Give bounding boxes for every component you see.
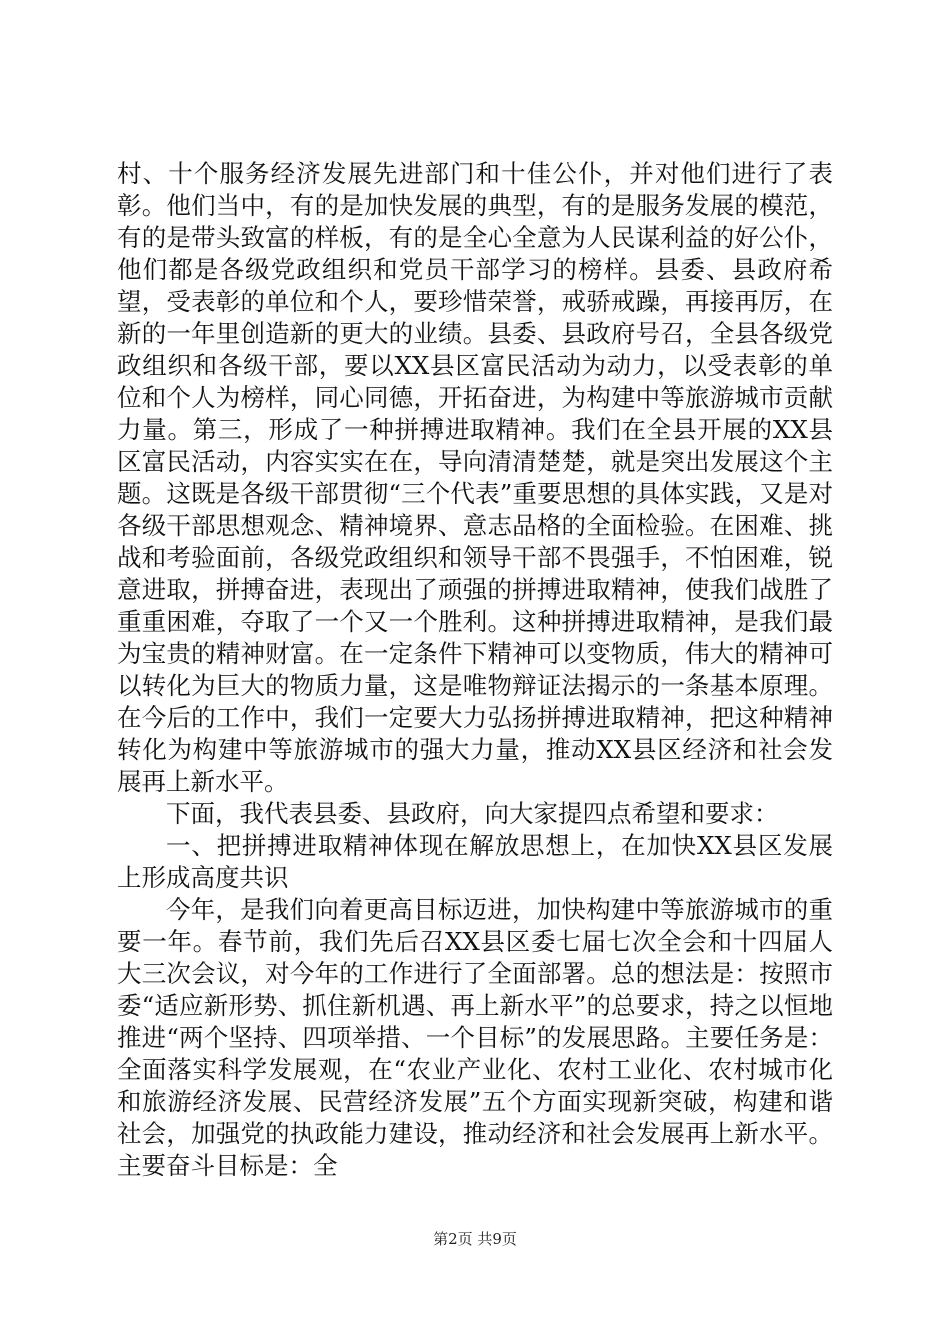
section-heading-one: 一、把拼搏进取精神体现在解放思想上，在加快XX县区发展上形成高度共识: [117, 831, 833, 892]
paragraph-this-year: 今年，是我们向着更高目标迈进，加快构建中等旅游城市的重要一年。春节前，我们先后召XX县区委七届七次全会和十四届人大三次会议，对今年的工作进行了全面部署。总的想法是：按照市委“适应新形势、抓住新机遇、再上新水平”的总要求，持之以恒地推进“两个坚持、四项举措、一个目标”的发展思路。主要任务是：全面落实科学发展观，在“农业产业化、农村工业化、农村城市化和旅游经济发展、民营经济发展”五个方面实现新突破，构建和谐社会，加强党的执政能力建设，推动经济和社会发展再上新水平。主要奋斗目标是：全: [117, 895, 833, 1180]
document-body: [117, 158, 833, 1182]
page-number-footer: 第2页 共9页: [433, 1230, 517, 1248]
paragraph-intro-requirements: 下面，我代表县委、县政府，向大家提四点希望和要求：: [166, 799, 779, 828]
paragraph-continuation: 村、十个服务经济发展先进部门和十佳公仆，并对他们进行了表彰。他们当中，有的是加快发展的典型，有的是服务发展的模范，有的是带头致富的样板，有的是全心全意为人民谋利益的好公仆，他们都是各级党政组织和党员干部学习的榜样。县委、县政府希望，受表彰的单位和个人，要珍惜荣誉，戒骄戒躁，再接再厉，在新的一年里创造新的更大的业绩。县委、县政府号召，全县各级党政组织和各级干部，要以XX县区富民活动为动力，以受表彰的单位和个人为榜样，同心同德，开拓奋进，为构建中等旅游城市贡献力量。第三，形成了一种拼搏进取精神。我们在全县开展的XX县区富民活动，内容实实在在，导向清清楚楚，就是突出发展这个主题。这既是各级干部贯彻“三个代表”重要思想的具体实践，又是对各级干部思想观念、精神境界、意志品格的全面检验。在困难、挑战和考验面前，各级党政组织和领导干部不畏强手，不怕困难，锐意进取，拼搏奋进，表现出了顽强的拼搏进取精神，使我们战胜了重重困难，夺取了一个又一个胜利。这种拼搏进取精神，是我们最为宝贵的精神财富。在一定条件下精神可以变物质，伟大的精神可以转化为巨大的物质力量，这是唯物辩证法揭示的一条基本原理。在今后的工作中，我们一定要大力弘扬拼搏进取精神，把这种精神转化为构建中等旅游城市的强大力量，推动XX县区经济和社会发展再上新水平。: [117, 159, 833, 796]
